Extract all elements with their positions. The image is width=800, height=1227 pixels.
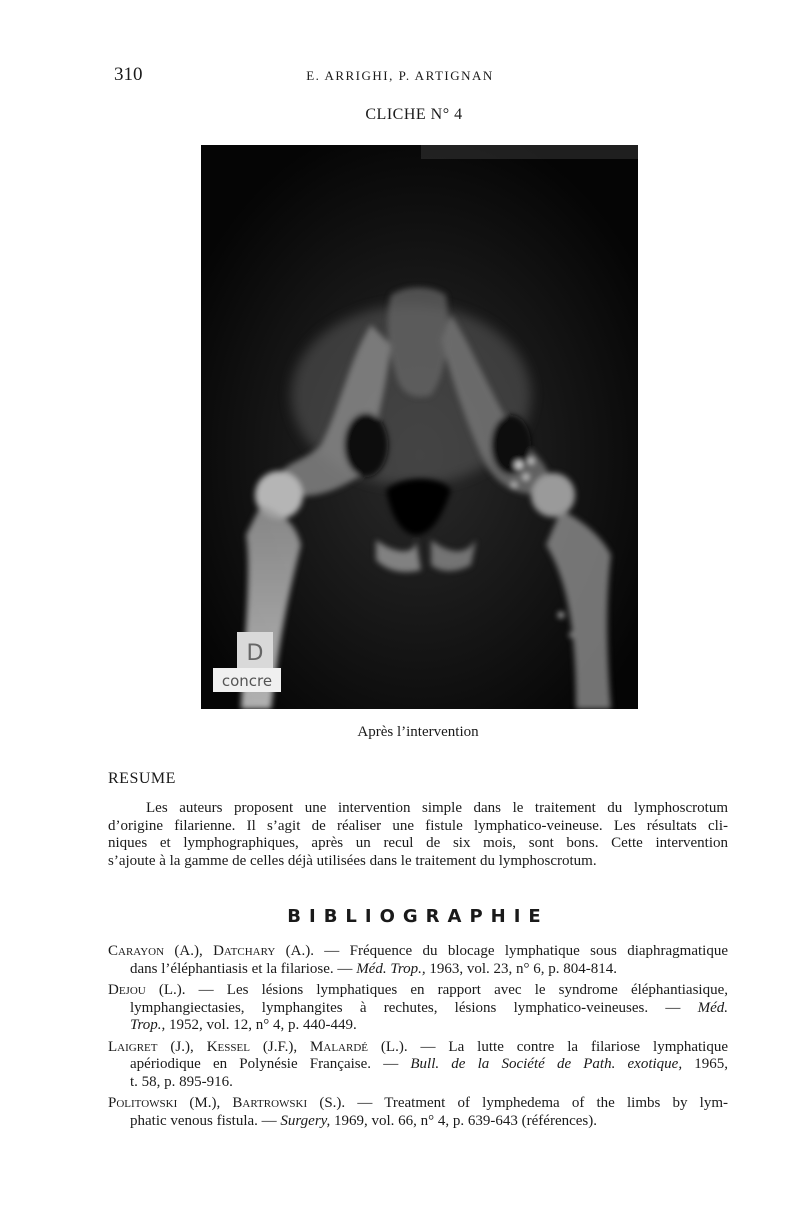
bibliography-heading: BIBLIOGRAPHIE: [287, 906, 549, 927]
reference-text: (A.),: [164, 943, 214, 959]
reference-text: lymphangiectasies, lymphangites à rechutes, lésions lymphatico-veineuses. —: [130, 999, 698, 1016]
author-name: Politowski: [108, 1095, 178, 1111]
bibliography-list: [108, 943, 728, 1134]
figure-title: CLICHE N° 4: [365, 106, 463, 123]
reference-line: [108, 961, 728, 979]
author-name: Kessel: [206, 1038, 250, 1055]
reference-text: dans l’éléphantiasis et la filariose. —: [130, 960, 357, 977]
reference-line: [108, 1074, 728, 1092]
pelvis-xray-image: [201, 145, 638, 709]
abstract-text: [108, 800, 728, 870]
reference-text: (J.F.),: [249, 1038, 311, 1055]
reference-line: [108, 1113, 728, 1131]
reference-text: t. 58, p. 895-916.: [130, 1073, 233, 1090]
author-name: Dejou: [108, 982, 146, 998]
page-number: 310: [114, 64, 143, 85]
journal-name: Surgery,: [280, 1112, 331, 1129]
reference-item: [108, 943, 728, 978]
reference-text: 1963, vol. 23, n° 6, p. 804-814.: [425, 960, 618, 977]
journal-name: Méd. Trop.,: [356, 960, 426, 977]
reference-text: (S.). — Treatment of lymphedema of the limbs by lym-: [307, 1095, 728, 1111]
abstract-line: s’ajoute à la gamme de celles déjà utilisées dans le traitement du lymphoscrotum.: [108, 852, 597, 869]
abstract-heading: RESUME: [108, 770, 176, 787]
journal-name: Trop.,: [130, 1017, 166, 1033]
reference-line: [108, 1039, 728, 1057]
reference-line: [108, 982, 728, 1000]
author-name: Laigret: [108, 1038, 158, 1055]
reference-item: [108, 1039, 728, 1092]
radiograph-label-text: concre: [221, 672, 273, 690]
reference-text: 1965,: [682, 1056, 728, 1072]
reference-text: 1969, vol. 66, n° 4, p. 639-643 (références).: [330, 1112, 598, 1129]
abstract-line: Les auteurs proposent une intervention simple dans le traitement du lymphoscrotum: [146, 800, 728, 816]
reference-item: [108, 982, 728, 1035]
radiograph-marker-letter: D: [246, 641, 264, 666]
abstract-line: niques et lymphographiques, après un recul de six mois, sont bons. Cette intervention: [108, 835, 728, 851]
figure-caption: Après l’intervention: [357, 724, 479, 740]
author-name: Malardé: [310, 1038, 368, 1055]
reference-line: [108, 1000, 728, 1018]
reference-text: phatic venous fistula. —: [130, 1112, 281, 1129]
reference-line: [108, 1095, 728, 1113]
reference-text: (J.),: [157, 1038, 207, 1055]
abstract-line: d’origine filarienne. Il s’agit de réaliser une fistule lymphatico-veineuse. Les résultats cli-: [108, 817, 728, 834]
reference-text: (L.). — La lutte contre la filariose lymphatique: [367, 1038, 729, 1055]
reference-text: 1952, vol. 12, n° 4, p. 440-449.: [165, 1017, 357, 1033]
xray-radiograph: [201, 145, 638, 709]
journal-name: Bull. de la Société de Path. exotique,: [410, 1056, 683, 1072]
author-name: Datchary: [213, 943, 276, 959]
reference-line: [108, 943, 728, 961]
author-name: Bartrowski: [232, 1095, 308, 1111]
author-name: Carayon: [108, 943, 165, 959]
journal-name: Méd.: [697, 999, 728, 1016]
reference-line: [108, 1017, 728, 1035]
reference-text: apériodique en Polynésie Française. —: [130, 1056, 411, 1072]
reference-text: (L.). — Les lésions lymphatiques en rapport avec le syndrome éléphantiasique,: [145, 982, 728, 998]
reference-text: (M.),: [177, 1095, 233, 1111]
reference-item: [108, 1095, 728, 1130]
reference-text: (A.). — Fréquence du blocage lymphatique sous diaphragmatique: [275, 943, 728, 959]
reference-line: [108, 1056, 728, 1074]
running-head: E. ARRIGHI, P. ARTIGNAN: [306, 68, 494, 83]
